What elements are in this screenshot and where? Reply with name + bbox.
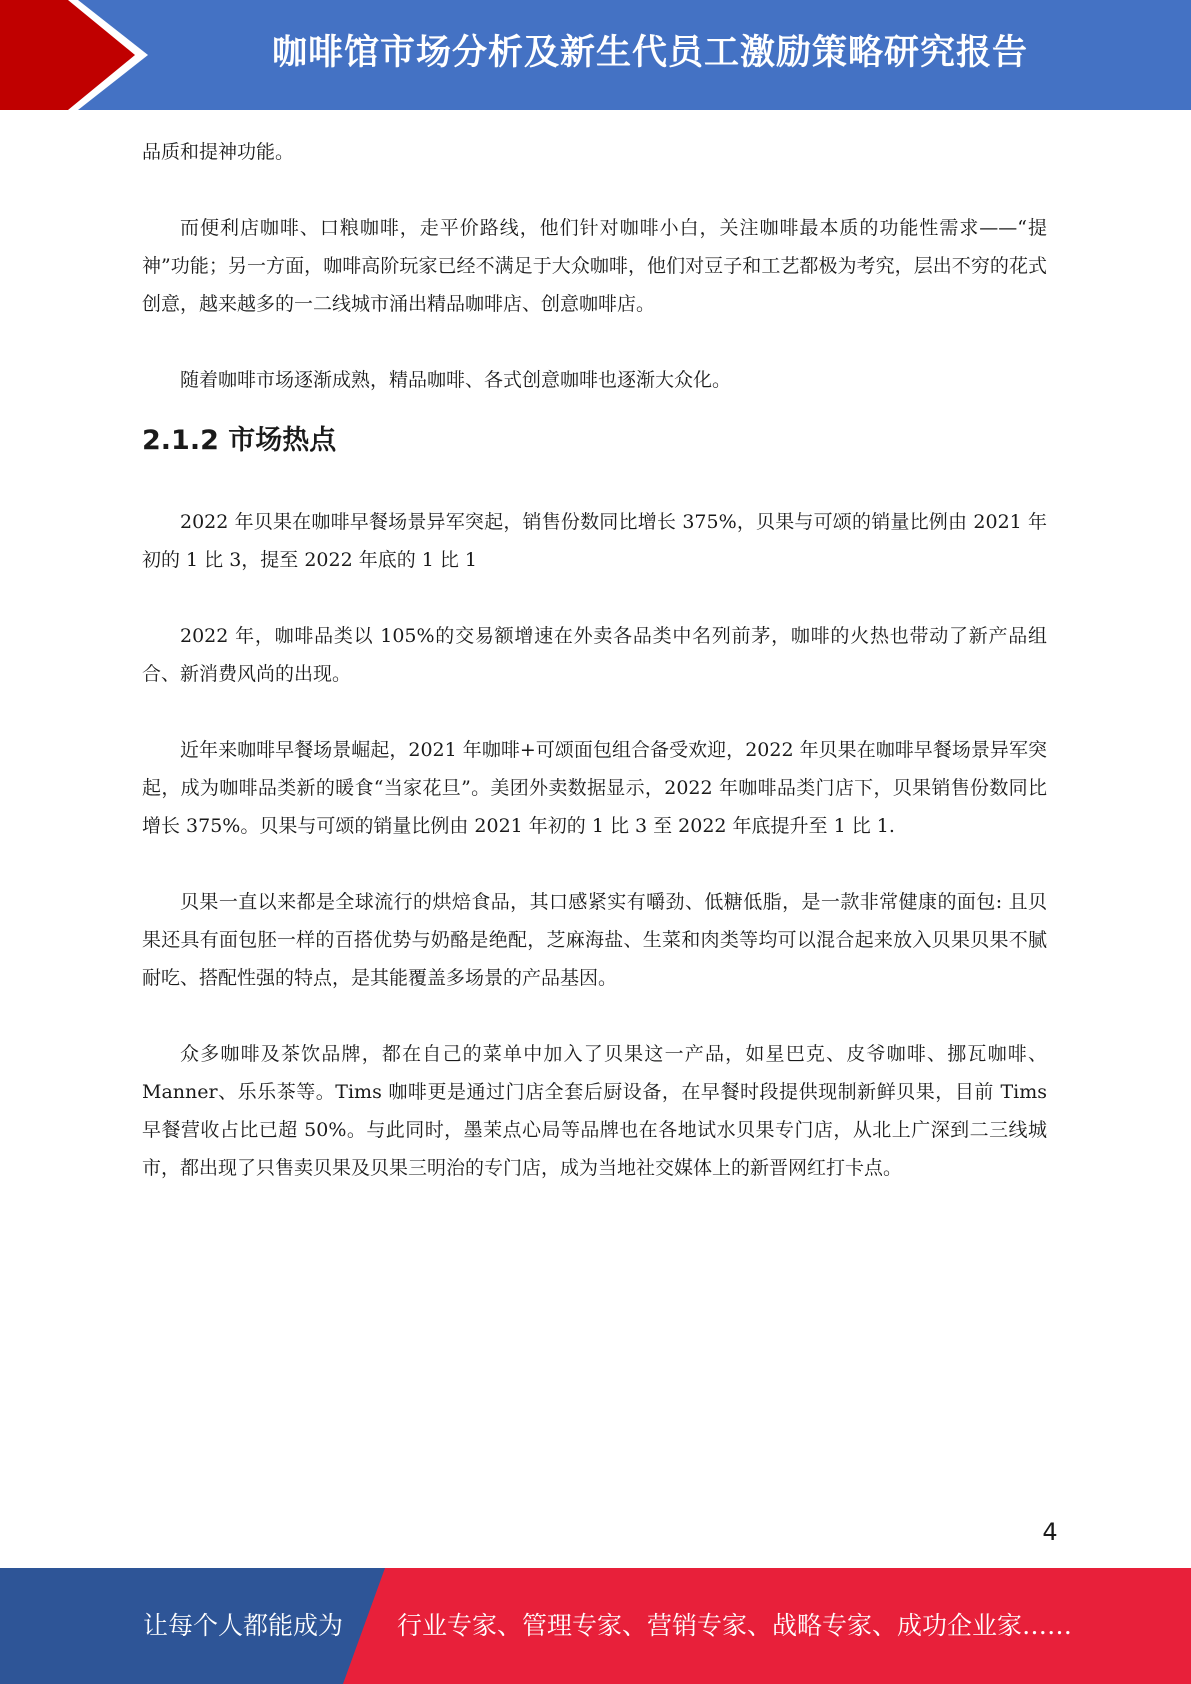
paragraph-4: 2022 年贝果在咖啡早餐场景异军突起，销售份数同比增长 375%，贝果与可颂的销量比例由 2021 年初的 1 比 3，提至 2022 年底的 1 比 1 [142,511,1047,571]
paragraph-5: 2022 年，咖啡品类以 105%的交易额增速在外卖各品类中名列前茅，咖啡的火热也带动了新产品组合、新消费风尚的出现。 [142,625,1047,685]
page-content [142,133,1047,1187]
paragraph-3: 随着咖啡市场逐渐成熟，精品咖啡、各式创意咖啡也逐渐大众化。 [180,369,732,391]
paragraph-2: 而便利店咖啡、口粮咖啡，走平价路线，他们针对咖啡小白，关注咖啡最本质的功能性需求——“提神”功能；另一方面，咖啡高阶玩家已经不满足于大众咖啡，他们对豆子和工艺都极为考究，层出不穷的花式创意，越来越多的一二线城市涌出精品咖啡店、创意咖啡店。 [142,217,1047,315]
header-chevron-decoration [0,0,160,110]
page-header [0,0,1191,110]
paragraph-7: 贝果一直以来都是全球流行的烘焙食品，其口感紧实有嚼劲、低糖低脂，是一款非常健康的面包: 且贝果还具有面包胚一样的百搭优势与奶酪是绝配，芝麻海盐、生菜和肉类等均可以混合起来放入贝果贝果不腻耐吃、搭配性强的特点，是其能覆盖多场景的产品基因。 [142,891,1047,989]
section-heading: 2.1.2 市场热点 [142,425,337,456]
paragraph-8: 众多咖啡及茶饮品牌，都在自己的菜单中加入了贝果这一产品，如星巴克、皮爷咖啡、挪瓦咖啡、Manner、乐乐茶等。Tims 咖啡更是通过门店全套后厨设备，在早餐时段提供现制新鲜贝果，目前 Tims 早餐营收占比已超 50%。与此同时，墨茉点心局等品牌也在各地试水贝果专门店，从北上广深到二三线城市，都出现了只售卖贝果及贝果三明治的专门店，成为当地社交媒体上的新晋网红打卡点。 [142,1043,1047,1179]
footer-slogan-left: 让每个人都能成为 [143,1611,344,1640]
paragraph-1: 品质和提神功能。 [142,141,295,163]
page-number: 4 [1042,1518,1058,1546]
footer-slogan-right: 行业专家、管理专家、营销专家、战略专家、成功企业家…… [397,1611,1073,1640]
report-title: 咖啡馆市场分析及新生代员工激励策略研究报告 [271,33,1028,73]
page-footer [0,1568,1191,1684]
paragraph-6: 近年来咖啡早餐场景崛起，2021 年咖啡+可颂面包组合备受欢迎，2022 年贝果在咖啡早餐场景异军突起，成为咖啡品类新的暖食“当家花旦”。美团外卖数据显示，2022 年咖啡品类门店下，贝果销售份数同比增长 375%。贝果与可颂的销量比例由 2021 年初的 1 比 3 至 2022 年底提升至 1 比 1. [142,739,1047,837]
